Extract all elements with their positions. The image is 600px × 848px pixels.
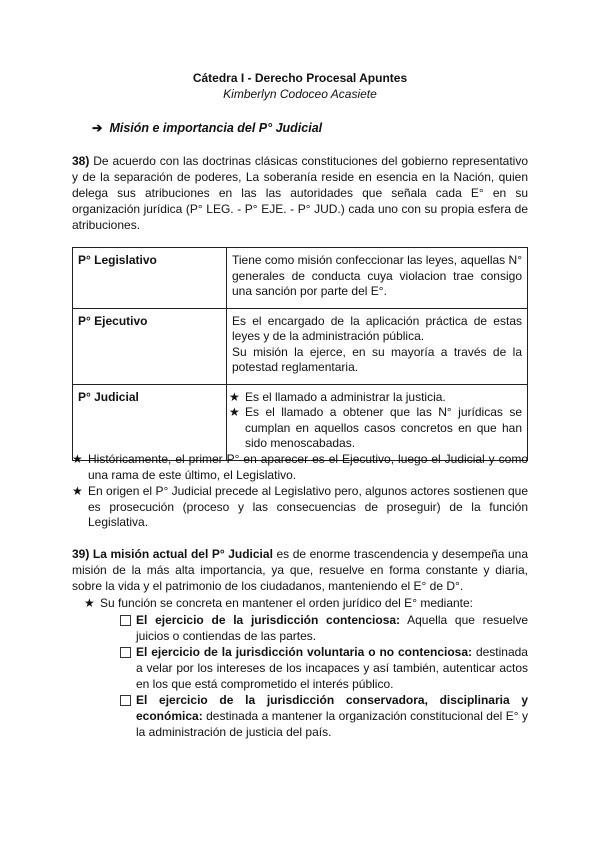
list-item xyxy=(72,452,528,483)
star-icon: ★ xyxy=(229,405,240,419)
item-bold: El ejercicio de la jurisdicción contenciosa: xyxy=(136,613,401,627)
item-text: Es el llamado a administrar la justicia. xyxy=(245,389,446,404)
star-icon: ★ xyxy=(229,389,240,404)
function-list xyxy=(84,595,528,740)
paragraph-lead: 39) La misión actual del P° Judicial xyxy=(72,547,273,561)
value-line: Su misión la ejerce, en su mayoría a través de la potestad reglamentaria. xyxy=(232,344,522,374)
row-value xyxy=(227,384,528,460)
list-item xyxy=(229,405,522,452)
table-row xyxy=(73,384,528,460)
value-line: Es el encargado de la aplicación práctica de estas leyes y de la administración pública. xyxy=(232,313,522,343)
checkbox-icon xyxy=(120,615,131,626)
item-bold: El ejercicio de la jurisdicción conservadora, disciplinaria y económica: xyxy=(136,693,528,723)
document-author: Kimberlyn Codoceo Acasiete xyxy=(223,87,377,101)
arrow-icon: ➔ xyxy=(92,121,103,135)
notes-list xyxy=(72,452,528,531)
checkbox-icon xyxy=(120,695,131,706)
item-text: Su función se concreta en mantener el orden jurídico del E° mediante: xyxy=(100,596,474,610)
paragraph-text: es de enorme trascendencia y desempeña una misión de la más alta importancia, ya que, resuelve en forma constante y diaria, sobre la vida y el patrimonio de los ciudadanos, manteniendo el E° de D°. xyxy=(72,547,528,593)
item-text: En origen el P° Judicial precede al Legislativo pero, algunos actores sostienen que es prosecución (proceso y las consecuencias de proseguir) de la función Legislativa. xyxy=(88,484,528,529)
section-heading-text: Misión e importancia del P° Judicial xyxy=(109,121,323,135)
item-text: Históricamente, el primer P° en aparecer es el Ejecutivo, luego el Judicial y como una rama de este último, el Legislativo. xyxy=(88,452,528,482)
document-title xyxy=(72,70,528,86)
row-value: Tiene como misión confeccionar las leyes, aquellas N° generales de conducta cuya violacion trae consigo una sanción por parte del E°. xyxy=(227,248,528,309)
row-key: P° Legislativo xyxy=(73,248,227,309)
row-key: P° Ejecutivo xyxy=(73,308,227,384)
title-text: Cátedra I - Derecho Procesal Apuntes xyxy=(192,71,408,85)
row-value xyxy=(227,308,528,384)
item-text: destinada a velar por los intereses de los incapaces y así también, autenticar actos en los que está comprometido el interés público. xyxy=(136,645,528,691)
item-text: destinada a mantener la organización constitucional del E° y la administración de justicia del país. xyxy=(136,709,528,739)
sub-item xyxy=(120,692,528,740)
section-heading xyxy=(92,120,548,136)
item-bold: El ejercicio de la jurisdicción voluntaria o no contenciosa: xyxy=(136,645,473,659)
list-item xyxy=(72,484,528,531)
table-row xyxy=(73,248,528,309)
item-text: Es el llamado a obtener que las N° jurídicas se cumplan en aquellos casos concretos en que han sido menoscabadas. xyxy=(245,405,522,450)
star-icon: ★ xyxy=(72,484,83,498)
list-item xyxy=(229,390,522,406)
powers-table xyxy=(72,247,528,461)
row-key: P° Judicial xyxy=(73,384,227,460)
star-icon: ★ xyxy=(84,596,95,610)
paragraph-39 xyxy=(72,546,528,594)
paragraph-text: De acuerdo con las doctrinas clásicas constituciones del gobierno representativo y de la separación de poderes, La soberanía reside en esencia en la Nación, quien delega sus atribuciones en las las autoridades que señala cada E° en su organización jurídica (P° LEG. - P° EJE. - P° JUD.) cada uno con su propia esfera de atribuciones. xyxy=(72,154,529,232)
paragraph-number: 38) xyxy=(72,154,90,168)
sub-item xyxy=(120,644,528,692)
star-icon: ★ xyxy=(72,452,83,466)
checkbox-icon xyxy=(120,647,131,658)
list-item xyxy=(84,595,528,740)
paragraph-38 xyxy=(72,153,528,233)
table-row xyxy=(73,308,528,384)
sub-item xyxy=(120,612,528,644)
item-text: Aquella que resuelve juicios o contiendas de las partes. xyxy=(136,613,528,643)
